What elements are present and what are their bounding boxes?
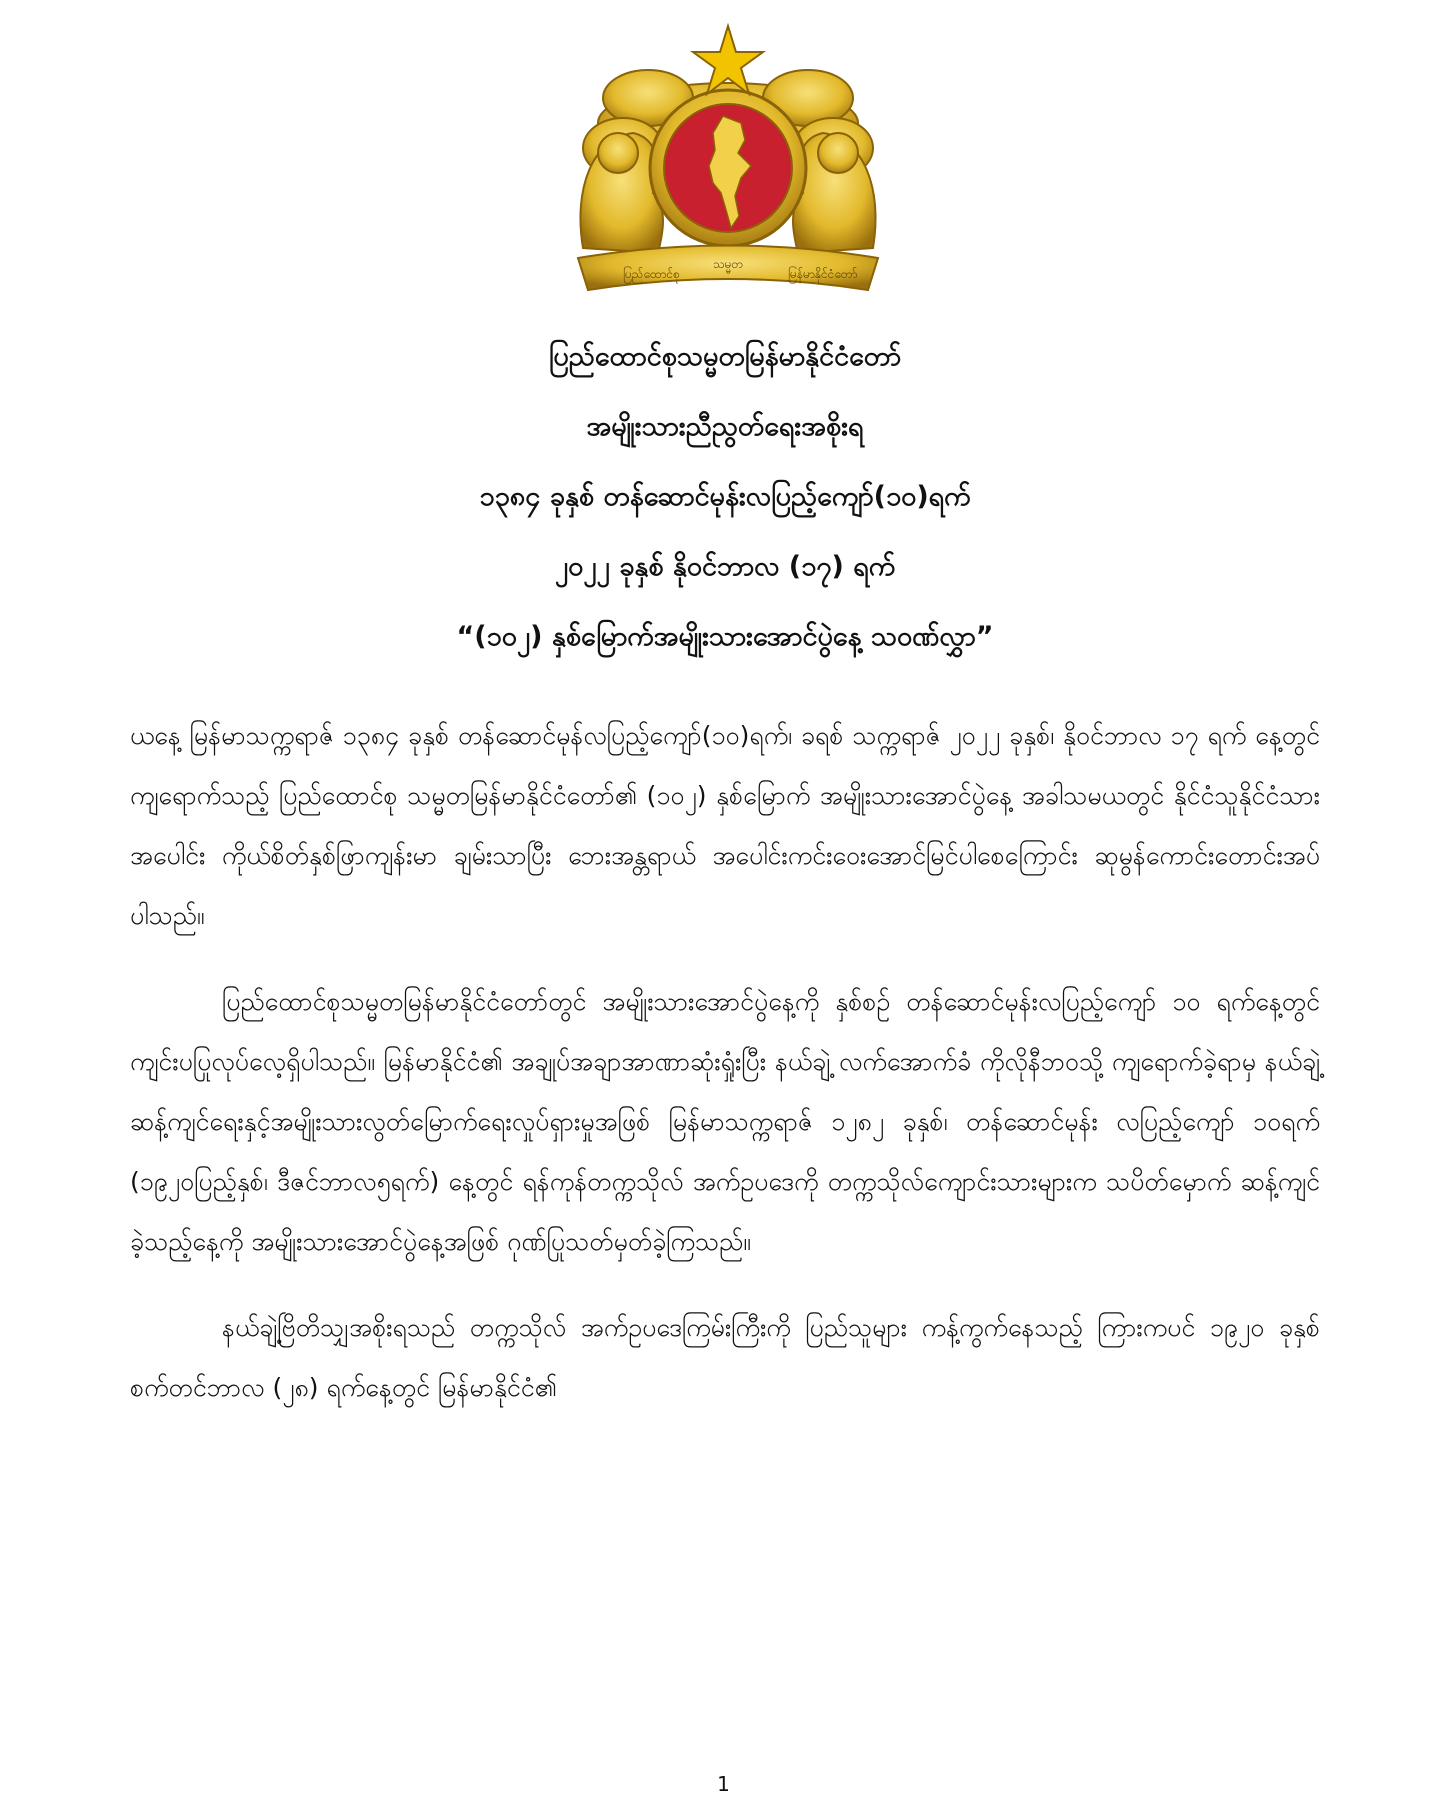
document-headings bbox=[130, 322, 1320, 672]
myanmar-date-heading: ၁၃၈၄ ခုနှစ် တန်ဆောင်မုန်းလပြည့်ကျော်(၁၀)ရက် bbox=[479, 481, 971, 512]
paragraph: ယနေ့ မြန်မာသက္ကရာဇ် ၁၃၈၄ ခုနှစ် တန်ဆောင်မုန်လပြည့်ကျော်(၁၀)ရက်၊ ခရစ် သက္ကရာဇ် ၂၀၂၂ ခုနှစ်၊ နိုဝင်ဘာလ ၁၇ ရက် နေ့တွင် ကျရောက်သည့် ပြည်ထောင်စု သမ္မတမြန်မာနိုင်ငံတော်၏ (၁၀၂) နှစ်မြောက် အမျိုးသားအောင်ပွဲနေ့ အခါသမယတွင် နိုင်ငံသူနိုင်ငံသားအပေါင်း ကိုယ်စိတ်နှစ်ဖြာကျန်းမာ ချမ်းသာပြီး ဘေးအန္တရာယ် အပေါင်းကင်းဝေးအောင်မြင်ပါစေကြောင်း ဆုမွန်ကောင်းတောင်းအပ်ပါသည်။ bbox=[130, 721, 1320, 930]
state-seal-icon bbox=[563, 18, 893, 303]
gregorian-date-heading: ၂၀၂၂ ခုနှစ် နိုဝင်ဘာလ (၁၇) ရက် bbox=[554, 551, 896, 582]
scroll-center-text: သမ္မတ bbox=[713, 257, 744, 271]
scroll-left-text: ပြည်ထောင်စု bbox=[623, 267, 680, 281]
message-body bbox=[130, 706, 1320, 1418]
scroll-right-text: မြန်မာနိုင်ငံတော် bbox=[788, 267, 858, 281]
state-seal bbox=[563, 18, 893, 303]
government-heading: အမျိုးသားညီညွတ်ရေးအစိုးရ bbox=[586, 411, 864, 442]
message-title: “(၁၀၂) နှစ်မြောက်အမျိုးသားအောင်ပွဲနေ့ သဝဏ်လွှာ” bbox=[456, 621, 994, 652]
paragraph: ပြည်ထောင်စုသမ္မတမြန်မာနိုင်ငံတော်တွင် အမျိုးသားအောင်ပွဲနေ့ကို နှစ်စဉ် တန်ဆောင်မုန်းလပြည့်ကျော် ၁၀ ရက်နေ့တွင် ကျင်းပပြုလုပ်လေ့ရှိပါသည်။ မြန်မာနိုင်ငံ၏ အချုပ်အချာအာဏာဆုံးရှုံးပြီး နယ်ချဲ့ လက်အောက်ခံ ကိုလိုနီဘဝသို့ ကျရောက်ခဲ့ရာမှ နယ်ချဲ့ဆန့်ကျင်ရေးနှင့်အမျိုးသားလွတ်မြောက်ရေးလှုပ်ရှားမှုအဖြစ် မြန်မာသက္ကရာဇ် ၁၂၈၂ ခုနှစ်၊ တန်ဆောင်မုန်း လပြည့်ကျော် ၁၀ရက် (၁၉၂၀ပြည့်နှစ်၊ ဒီဇင်ဘာလ၅ရက်) နေ့တွင် ရန်ကုန်တက္ကသိုလ် အက်ဥပဒေကို တက္ကသိုလ်ကျောင်းသားများက သပိတ်မှောက် ဆန့်ကျင်ခဲ့သည့်နေ့ကို အမျိုးသားအောင်ပွဲနေ့အဖြစ် ဂုဏ်ပြုသတ်မှတ်ခဲ့ကြသည်။ bbox=[130, 987, 1320, 1256]
country-name-heading: ပြည်ထောင်စုသမ္မတမြန်မာနိုင်ငံတော် bbox=[548, 341, 902, 372]
paragraph: နယ်ချဲ့ဗြိတိသျှအစိုးရသည် တက္ကသိုလ် အက်ဥပဒေကြမ်းကြီးကို ပြည်သူများ ကန့်ကွက်နေသည့် ကြားကပင် ၁၉၂၀ ခုနှစ် စက်တင်ဘာလ (၂၈) ရက်နေ့တွင် မြန်မာနိုင်ငံ၏ bbox=[130, 1313, 1320, 1402]
page-number: 1 bbox=[717, 1772, 730, 1796]
